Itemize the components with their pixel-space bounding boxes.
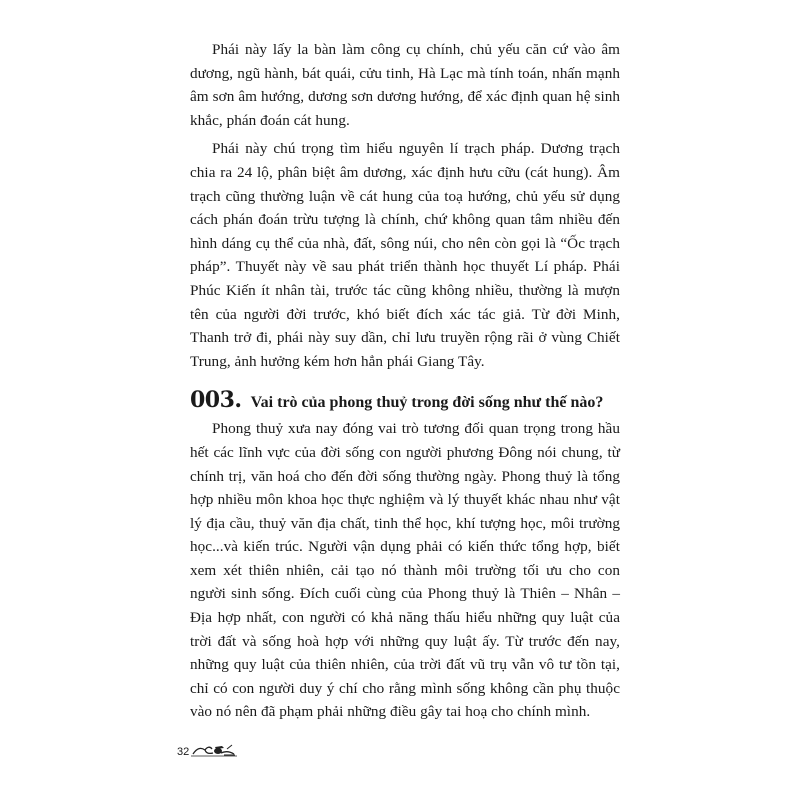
page-number: 32 xyxy=(177,746,190,758)
intro-paragraph-2: Phái này chú trọng tìm hiểu nguyên lí trạch pháp. Dương trạch chia ra 24 lộ, phân biệt âm dương, xác định hưu cữu (cát hung). Âm trạch cũng thường luận về cát hung của toạ hướng, chủ yếu sử dụng cách phán đoán trừu tượng là chính, chứ không quan tâm nhiều đến hình dáng cụ thể của nhà, đất, sông núi, cho nên còn gọi là “Ốc trạch pháp”. Thuyết này về sau phát triển thành học thuyết Lí pháp. Phái Phúc Kiến ít nhân tài, trước tác cũng không nhiều, thường là mượn tên của người đời trước, khó biết đích xác tác giả. Từ đời Minh, Thanh trở đi, phái này suy dần, chỉ lưu truyền rộng rãi ở vùng Chiết Trung, ảnh hưởng kém hơn hẳn phái Giang Tây. xyxy=(190,140,620,370)
intro-paragraph-1: Phái này lấy la bàn làm công cụ chính, chủ yếu căn cứ vào âm dương, ngũ hành, bát quái, cửu tinh, Hà Lạc mà tính toán, nhấn mạnh âm sơn âm hướng, dương sơn dương hướng, để xác định quan hệ sinh khắc, phán đoán cát hung. xyxy=(190,41,620,129)
question-number: 003. xyxy=(190,387,242,414)
question-heading xyxy=(190,387,620,413)
page-body xyxy=(190,38,620,724)
scholar-ornament-icon xyxy=(191,738,237,758)
page-footer xyxy=(177,738,237,758)
answer-paragraph: Phong thuỷ xưa nay đóng vai trò tương đối quan trọng trong hầu hết các lĩnh vực của đời sống con người phương Đông nói chung, từ chính trị, văn hoá cho đến đời sống thường ngày. Phong thuỷ là tổng hợp nhiều môn khoa học thực nghiệm và lý thuyết khác nhau như vật lý địa cầu, thuỷ văn địa chất, tinh thể học, khí tượng học, môi trường học...và kiến trúc. Người vận dụng phải có kiến thức tổng hợp, biết xem xét thiên nhiên, cải tạo nó thành môi trường tối ưu cho con người sinh sống. Đích cuối cùng của Phong thuỷ là Thiên – Nhân – Địa hợp nhất, con người có khả năng thấu hiểu những quy luật của trời đất và sống hoà hợp với những quy luật ấy. Từ trước đến nay, những quy luật của thiên nhiên, của trời đất vũ trụ vẫn vô tư tồn tại, chỉ có con người duy ý chí cho rằng mình sống không cần phụ thuộc vào nó nên đã phạm phải những điều gây tai hoạ cho chính mình. xyxy=(190,420,620,721)
question-title: Vai trò của phong thuỷ trong đời sống như thế nào? xyxy=(250,394,604,412)
